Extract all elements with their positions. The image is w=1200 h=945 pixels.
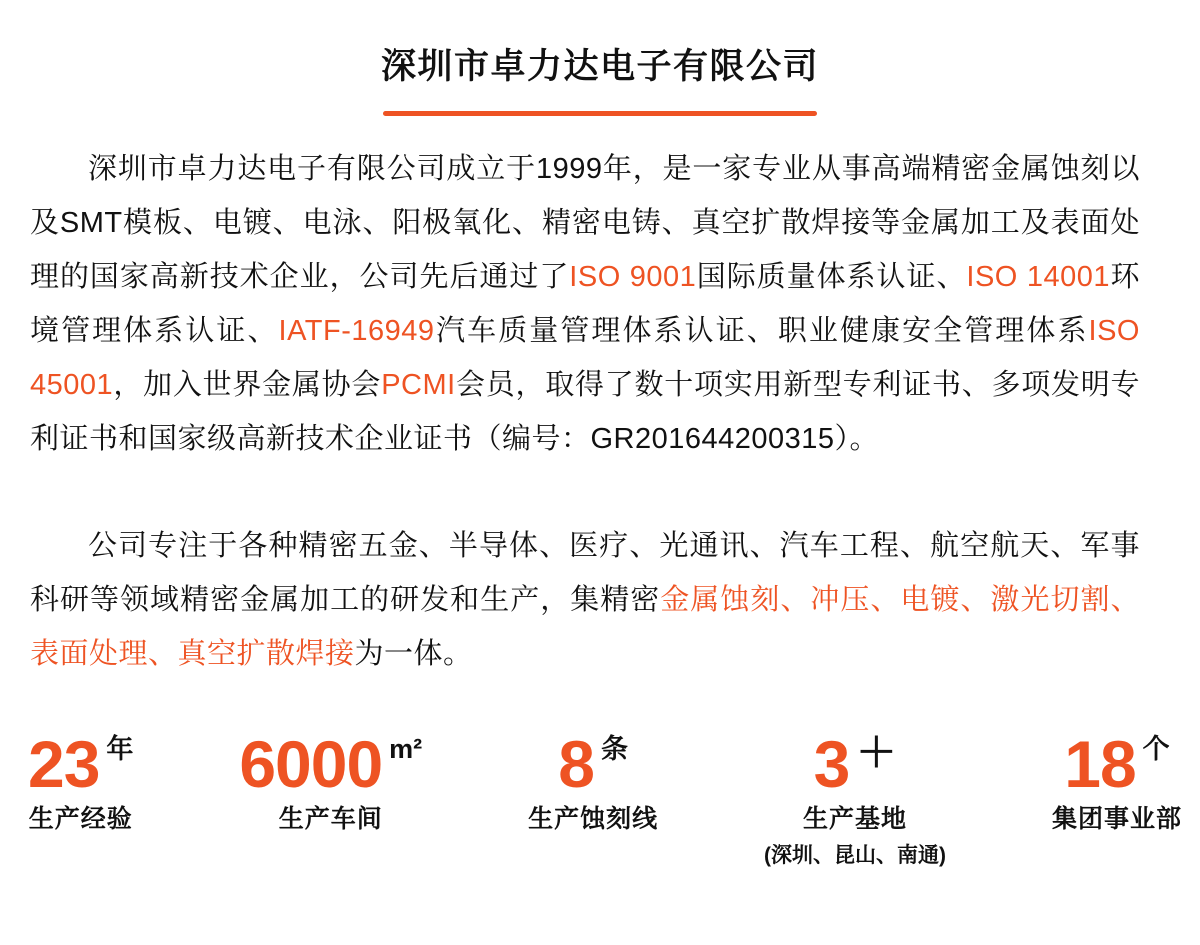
text-segment: 会员，取得了数十项实用新型专利证书、多项发明专利证书和国家级高新技术企业证书（编号：GR201644200315）。 — [30, 369, 1140, 456]
highlight-segment: 金属蚀刻、冲压、电镀、激光切割、表面处理、真空扩散焊接 — [30, 584, 1140, 671]
company-intro-page — [0, 46, 1200, 945]
stat-number-group — [558, 727, 628, 802]
page-title: 深圳市卓力达电子有限公司 — [380, 47, 819, 86]
intro-paragraph — [30, 519, 1140, 681]
text-segment: 深圳市卓力达电子有限公司成立于1999年，是一家专业从事高端精密金属蚀刻以及SMT模板、电镀、电泳、阳极氧化、精密电铸、真空扩散焊接等金属加工及表面处理的国家高新技术企业，公司先后通过了 — [30, 153, 1140, 294]
intro-paragraph — [30, 142, 1140, 466]
stat-number-group — [813, 727, 897, 802]
stat-label: 生产基地 — [803, 805, 908, 834]
stat-unit: m² — [389, 734, 423, 765]
highlight-segment: PCMI — [381, 369, 456, 402]
stat-value: 18 — [1064, 727, 1136, 802]
text-segment: 汽车质量管理体系认证、职业健康安全管理体系 — [434, 315, 1089, 348]
title-underline — [383, 111, 817, 116]
stat-label: 生产蚀刻线 — [528, 805, 659, 834]
stat-label: 集团事业部 — [1051, 805, 1182, 834]
stat-unit: 条 — [600, 734, 628, 765]
stat-value: 6000 — [239, 727, 383, 802]
highlight-segment: IATF-16949 — [278, 315, 435, 348]
stat-number-group — [1064, 727, 1170, 802]
highlight-segment: ISO 14001 — [966, 261, 1111, 294]
stat-number-group — [28, 727, 134, 802]
text-segment: 国际质量体系认证、 — [696, 261, 967, 294]
stat-unit: ＋ — [856, 731, 897, 776]
intro-paragraphs — [30, 142, 1140, 681]
highlight-segment: ISO 45001 — [30, 315, 1140, 402]
stats-row — [28, 727, 1182, 869]
stat-item — [239, 727, 423, 835]
stat-number-group — [239, 727, 423, 802]
stat-value: 23 — [28, 727, 100, 802]
stat-label: 生产经验 — [28, 805, 133, 834]
stat-sublabel: (深圳、昆山、南通) — [764, 844, 947, 868]
stat-unit: 个 — [1142, 734, 1170, 765]
text-segment: ，加入世界金属协会 — [113, 369, 382, 402]
text-segment: 环境管理体系认证、 — [30, 261, 1140, 348]
stat-unit: 年 — [106, 734, 134, 765]
stat-value: 8 — [558, 727, 594, 802]
stat-item — [528, 727, 659, 835]
highlight-segment: ISO 9001 — [569, 261, 697, 294]
stat-item — [764, 727, 947, 869]
stat-item — [28, 727, 134, 835]
text-segment: 公司专注于各种精密五金、半导体、医疗、光通讯、汽车工程、航空航天、军事科研等领域精密金属加工的研发和生产，集精密 — [30, 530, 1140, 617]
stat-item — [1051, 727, 1182, 835]
stat-label: 生产车间 — [278, 805, 383, 834]
text-segment: 为一体。 — [354, 638, 473, 671]
stat-value: 3 — [813, 727, 850, 802]
